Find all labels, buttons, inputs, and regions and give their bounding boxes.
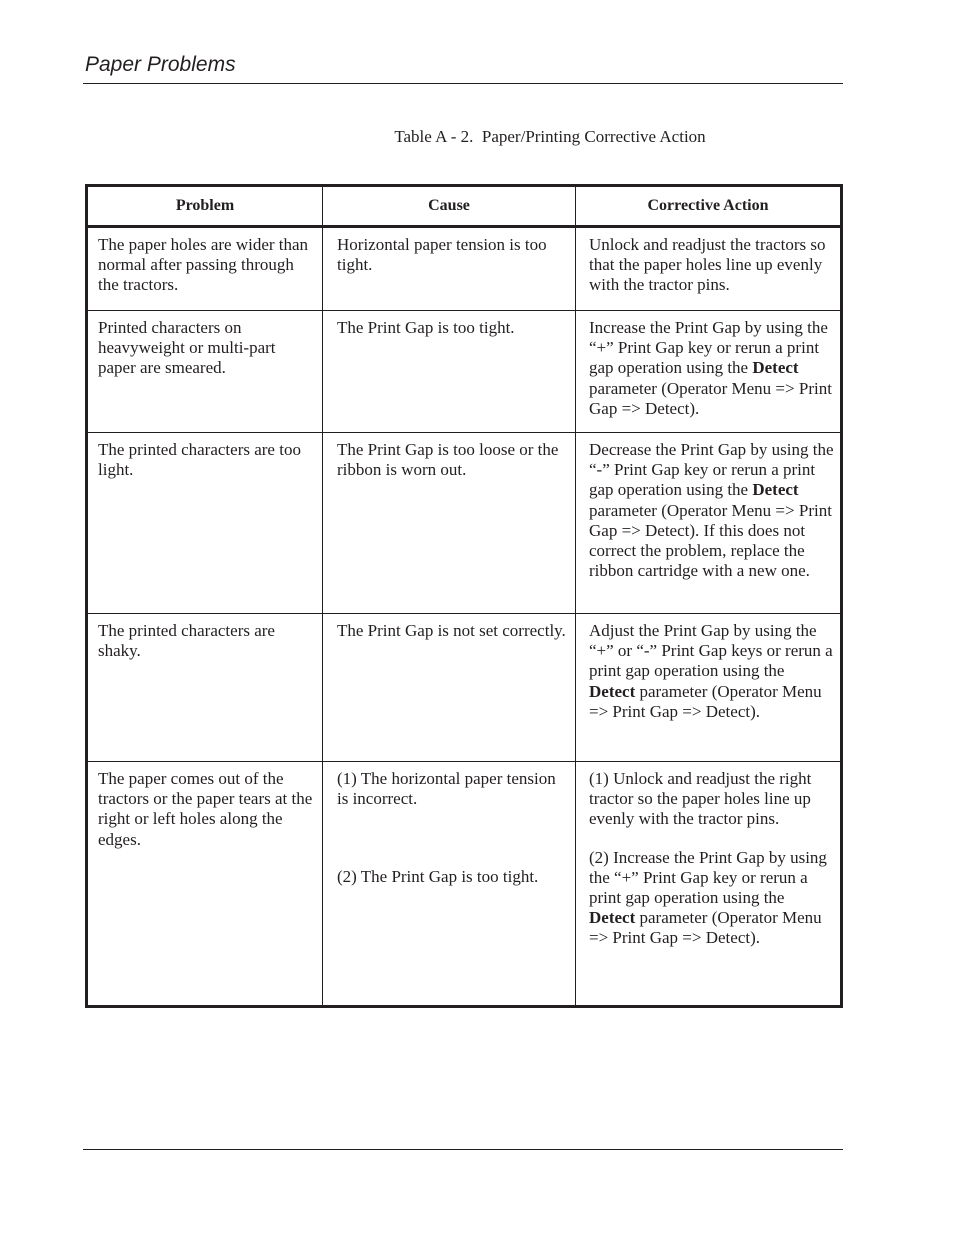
cause-cell — [323, 762, 576, 1007]
column-header-problem: Problem — [87, 186, 323, 227]
action-text: (2) Increase the Print Gap by using the “+” Print Gap key or rerun a print gap operation using the — [589, 847, 827, 908]
table-row — [87, 227, 842, 311]
action-text: Decrease the Print Gap by using the “-” Print Gap key or rerun a print gap operation using the — [589, 440, 834, 500]
detect-parameter-label: Detect — [752, 480, 799, 500]
problem-cell: The printed characters are shaky. — [87, 614, 323, 762]
detect-parameter-label: Detect — [589, 681, 636, 701]
table-row — [87, 762, 842, 1007]
action-text: parameter (Operator Menu => Print Gap => Detect). If this does not correct the problem, replace the ribbon cartridge with a new one. — [589, 500, 832, 581]
page-section-title: Paper Problems — [85, 53, 236, 76]
action-cell — [576, 433, 842, 614]
cause-cell: Horizontal paper tension is too tight. — [323, 227, 576, 311]
table-row — [87, 311, 842, 433]
corrective-action-table — [85, 184, 843, 1008]
footer-rule — [83, 1149, 843, 1150]
problem-cell: The paper holes are wider than normal after passing through the tractors. — [87, 227, 323, 311]
cause-cell: The Print Gap is too tight. — [323, 311, 576, 433]
problem-cell: The printed characters are too light. — [87, 433, 323, 614]
column-header-cause: Cause — [323, 186, 576, 227]
problem-cell: Printed characters on heavyweight or multi-part paper are smeared. — [87, 311, 323, 433]
action-item — [589, 848, 834, 949]
cause-item: (2) The Print Gap is too tight. — [337, 867, 539, 887]
detect-parameter-label: Detect — [589, 908, 636, 928]
problem-cell: The paper comes out of the tractors or the paper tears at the right or left holes along the edges. — [87, 762, 323, 1007]
action-text: parameter (Operator Menu => Print Gap => Detect). — [589, 908, 822, 948]
action-cell — [576, 311, 842, 433]
action-text: Increase the Print Gap by using the “+” Print Gap key or rerun a print gap operation using the — [589, 318, 828, 378]
detect-parameter-label: Detect — [752, 358, 799, 378]
action-cell — [576, 762, 842, 1007]
header-rule — [83, 83, 843, 84]
action-text: parameter (Operator Menu => Print Gap => Detect). — [589, 378, 832, 418]
cause-item: (1) The horizontal paper tension is incorrect. — [337, 769, 556, 809]
action-text: Adjust the Print Gap by using the “+” or “-” Print Gap keys or rerun a print gap operation using the — [589, 621, 833, 681]
cause-cell: The Print Gap is not set correctly. — [323, 614, 576, 762]
action-cell — [576, 614, 842, 762]
cause-cell: The Print Gap is too loose or the ribbon is worn out. — [323, 433, 576, 614]
table-row — [87, 433, 842, 614]
action-cell: Unlock and readjust the tractors so that the paper holes line up evenly with the tractor pins. — [576, 227, 842, 311]
column-header-corrective-action: Corrective Action — [576, 186, 842, 227]
action-text: parameter (Operator Menu => Print Gap => Detect). — [589, 681, 822, 721]
table-caption: Table A - 2. Paper/Printing Corrective Action — [394, 127, 706, 146]
action-item: (1) Unlock and readjust the right tractor so the paper holes line up evenly with the tractor pins. — [589, 769, 812, 829]
table-row — [87, 614, 842, 762]
table-header-row — [87, 186, 842, 227]
